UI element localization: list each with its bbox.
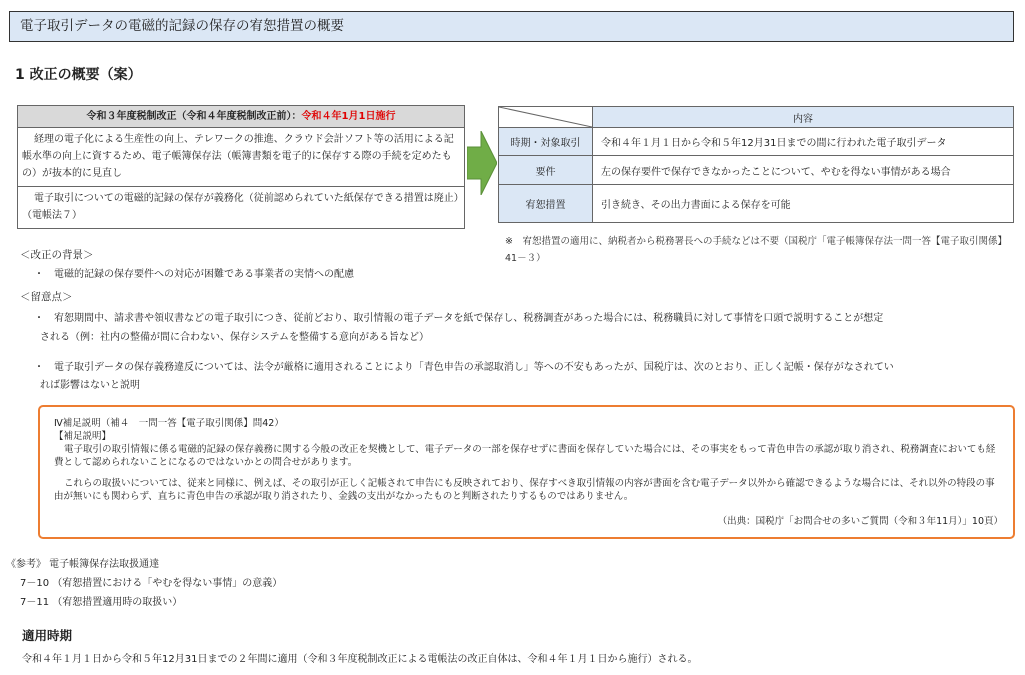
table-row bbox=[499, 185, 1014, 223]
previous-rule-box bbox=[17, 105, 465, 229]
applicable-period-text: 令和４年１月１日から令和５年12月31日までの２年間に適用（令和３年度税制改正による電帳法の改正自体は、令和４年１月１日から施行）される。 bbox=[22, 654, 698, 665]
notes-bullet-continuation: される（例：社内の整備が間に合わない、保存システムを整備する意向がある旨など） bbox=[40, 332, 429, 343]
table-row bbox=[499, 156, 1014, 185]
notes-bullet-text: 宥恕期間中、請求書や領収書などの電子取引につき、従前どおり、取引情報の電子データを紙で保存し、税務調査があった場合には、税務職員に対して事情を口頭で説明することが想定 bbox=[54, 313, 884, 324]
right-arrow-icon bbox=[467, 131, 497, 195]
table-row bbox=[499, 128, 1014, 156]
table-row-label: 宥恕措置 bbox=[499, 185, 593, 223]
applicable-period-heading: 適用時期 bbox=[22, 628, 73, 643]
notes-bullet bbox=[34, 359, 1009, 376]
bullet-mark: ・ bbox=[34, 269, 44, 280]
table-row-value: 引き続き、その出力書面による保存を可能 bbox=[593, 185, 1014, 223]
bullet-mark: ・ bbox=[34, 362, 44, 373]
notes-bullet bbox=[34, 310, 1009, 327]
supplement-box bbox=[38, 405, 1015, 539]
supplement-subtitle: 【補足説明】 bbox=[54, 431, 112, 442]
previous-rule-header-label: 令和３年度税制改正（令和４年度税制改正前）： bbox=[86, 111, 302, 122]
table-corner-cell bbox=[499, 107, 593, 128]
supplement-source: （出典：国税庁「お問合せの多いご質問（令和３年11月）」10頁） bbox=[717, 516, 1003, 527]
bullet-mark: ・ bbox=[34, 313, 44, 324]
supplement-paragraph: これらの取扱いについては、従来と同様に、例えば、その取引が正しく記帳されて申告にも反映されており、保存すべき取引情報の内容が書面を含む電子データ以外から確認できるような場合には、それ以外の特段の事由が無いにも関わらず、直ちに青色申告の承認が取り消されたり、金銭の支出がなかったものと判断されたりするものではありません。 bbox=[54, 478, 995, 502]
table-row-label: 時期・対象取引 bbox=[499, 128, 593, 156]
notes-bullet-continuation: れば影響はないと説明 bbox=[40, 380, 140, 391]
reference-item: 7－10 （宥恕措置における「やむを得ない事情」の意義） bbox=[20, 578, 283, 589]
page-title: 電子取引データの電磁的記録の保存の宥恕措置の概要 bbox=[9, 11, 1014, 42]
notes-heading: ＜留意点＞ bbox=[20, 291, 73, 303]
grace-measure-table bbox=[498, 106, 1014, 223]
reference-heading: 《参考》 電子帳簿保存法取扱通達 bbox=[6, 559, 160, 570]
notes-bullet-text: 電子取引データの保存義務違反については、法令が厳格に適用されることにより「青色申告の承認取消し」等への不安もあったが、国税庁は、次のとおり、正しく記帳・保存がなされてい bbox=[54, 362, 894, 373]
background-heading: ＜改正の背景＞ bbox=[20, 249, 94, 261]
background-bullet bbox=[34, 266, 994, 283]
reference-item: 7－11 （宥恕措置適用時の取扱い） bbox=[20, 597, 183, 608]
supplement-paragraph: 電子取引の取引情報に係る電磁的記録の保存義務に関する今般の改正を契機として、電子データの一部を保存せずに書面を保存していた場合には、その事実をもって青色申告の承認が取り消され、税務調査においても経費として認められないことになるのではないかとの問合せがあります。 bbox=[54, 444, 996, 468]
section-heading: 1 改正の概要（案） bbox=[15, 67, 142, 83]
table-footnote: ※ 宥恕措置の適用に、納税者から税務署長への手続などは不要（国税庁「電子帳簿保存法一問一答【電子取引関係】41－３） bbox=[505, 236, 1007, 264]
table-row-value: 左の保存要件で保存できなかったことについて、やむを得ない事情がある場合 bbox=[593, 156, 1014, 185]
table-row-label: 要件 bbox=[499, 156, 593, 185]
table-header-content: 内容 bbox=[593, 107, 1014, 128]
background-bullet-text: 電磁的記録の保存要件への対応が困難である事業者の実情への配慮 bbox=[54, 269, 354, 280]
previous-rule-header bbox=[18, 106, 464, 128]
diagonal-line bbox=[499, 107, 592, 127]
previous-rule-header-effective-date: 令和４年1月1日施行 bbox=[301, 111, 396, 122]
previous-rule-paragraph: 電子取引についての電磁的記録の保存が義務化（従前認められていた紙保存できる措置は廃止）（電帳法７） bbox=[18, 186, 464, 228]
supplement-title: Ⅳ補足説明（補４ 一問一答【電子取引関係】問42） bbox=[54, 418, 284, 429]
previous-rule-paragraph: 経理の電子化による生産性の向上、テレワークの推進、クラウド会計ソフト等の活用による記帳水準の向上に資するため、電子帳簿保存法（帳簿書類を電子的に保存する際の手続を定めたもの）が抜本的に見直し bbox=[22, 134, 454, 179]
table-row-value: 令和４年１月１日から令和５年12月31日までの間に行われた電子取引データ bbox=[593, 128, 1014, 156]
